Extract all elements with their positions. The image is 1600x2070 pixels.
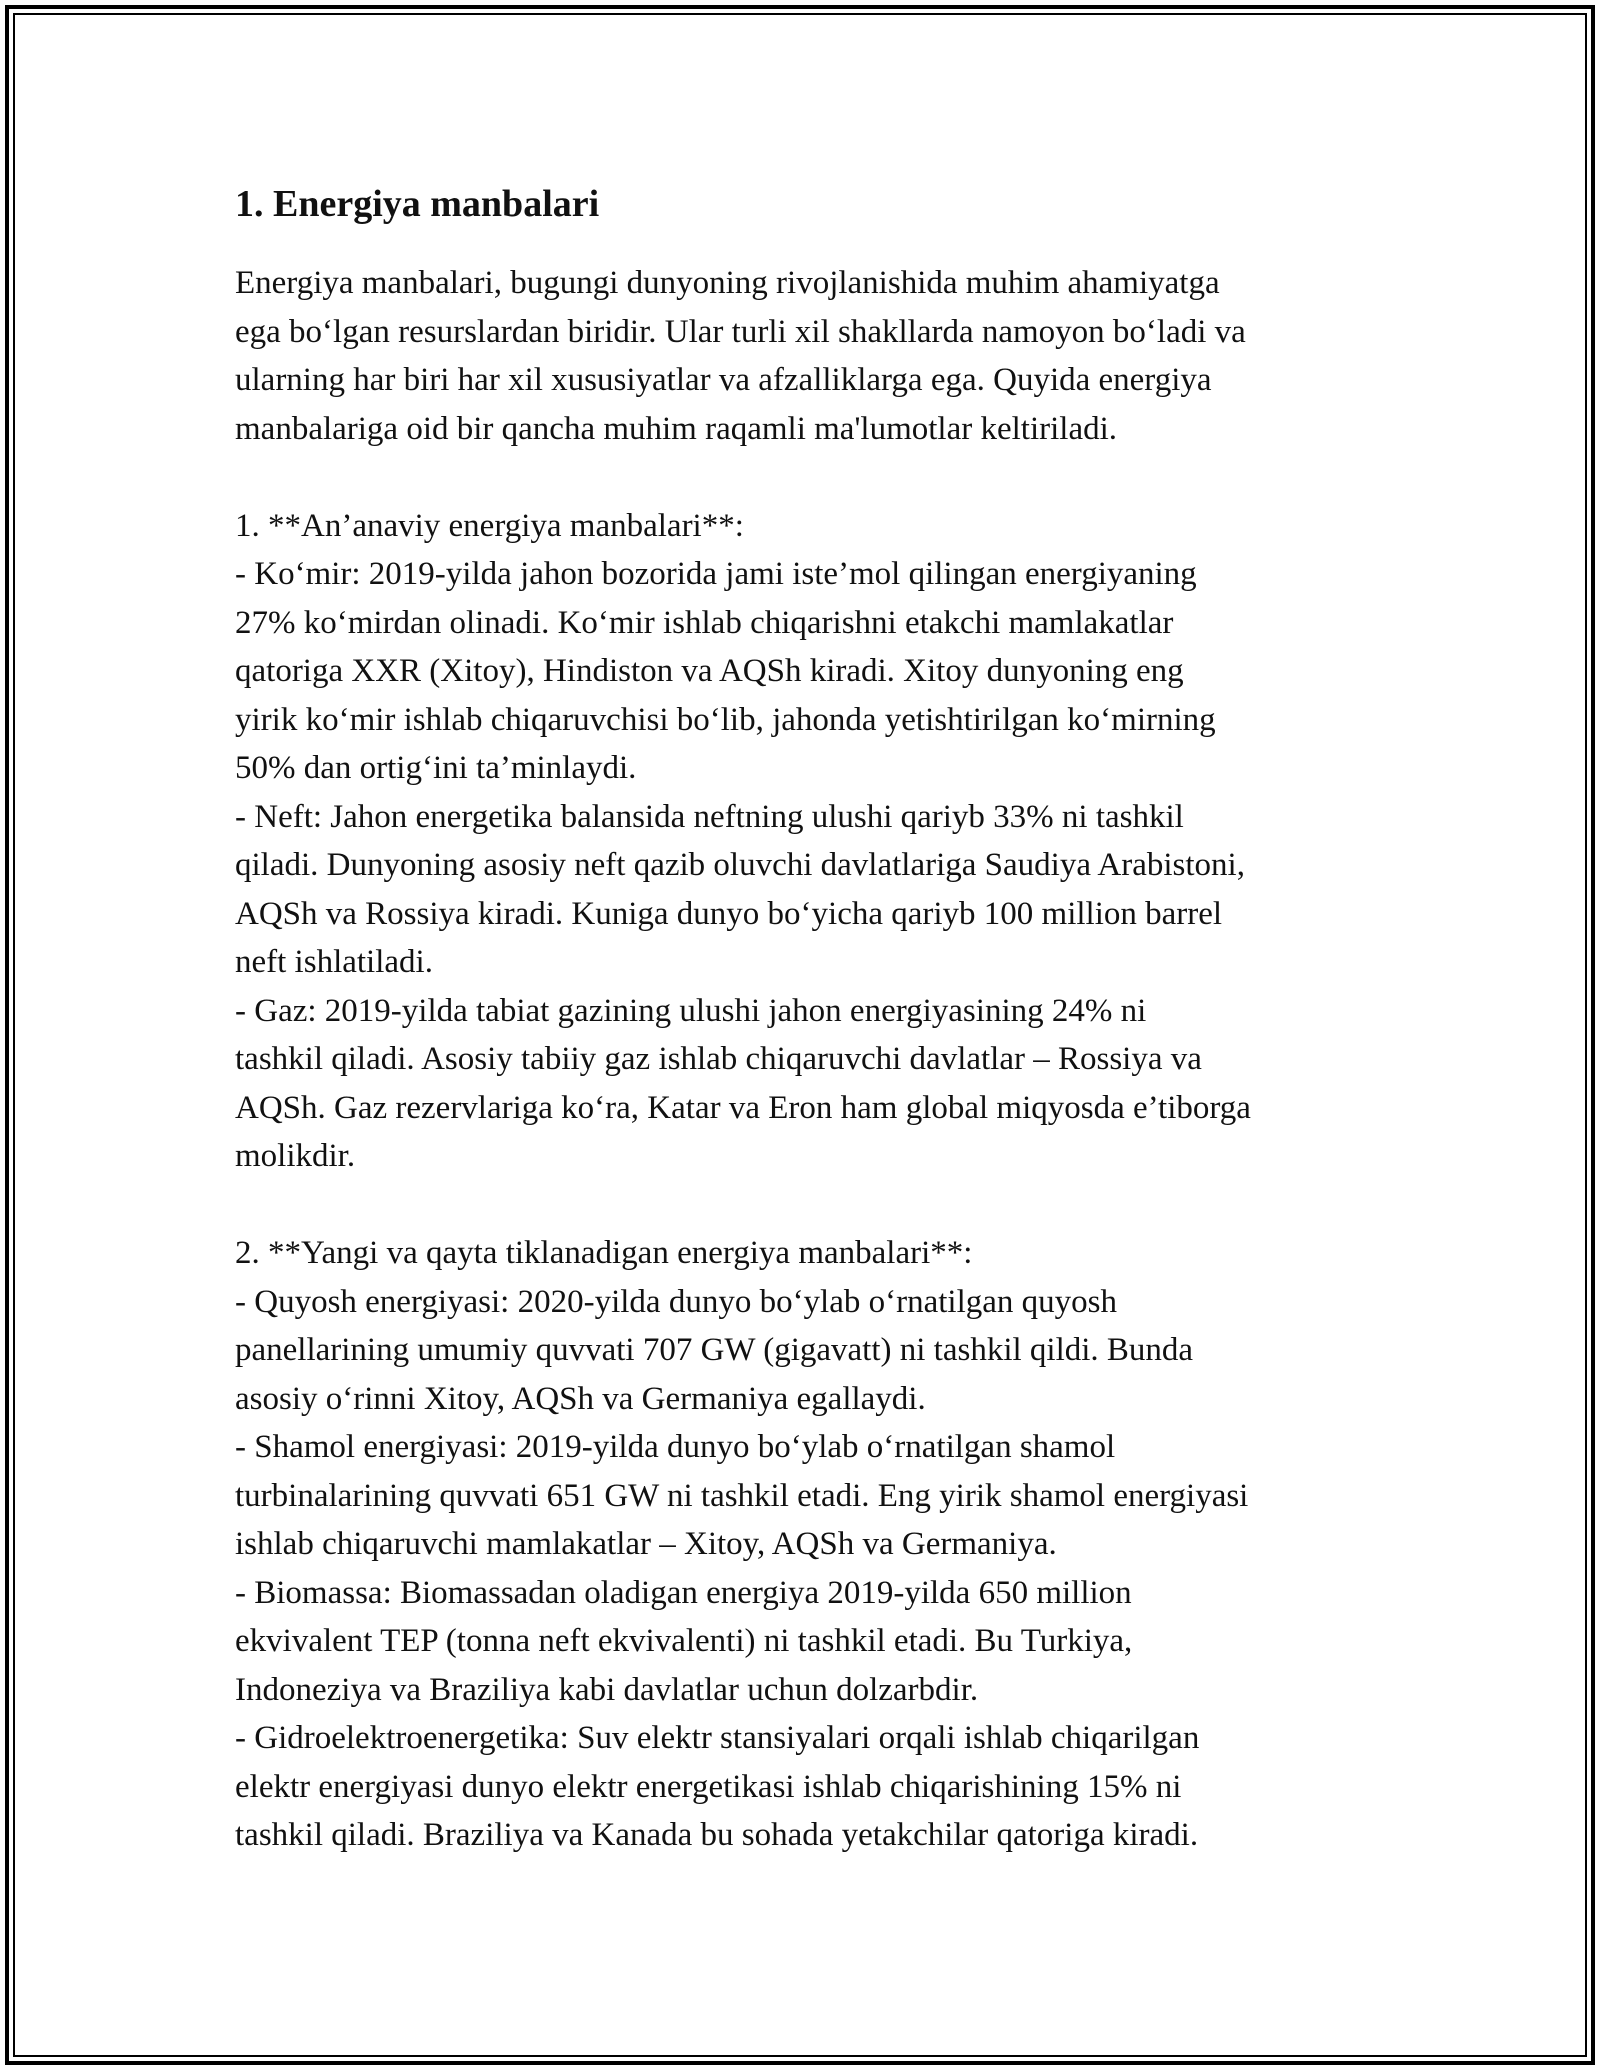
section-body-text: Energiya manbalari, bugungi dunyoning rivojlanishida muhim ahamiyatga ega bo‘lgan resurslardan biridir. Ular turli xil shakllarda namoyon bo‘ladi va ularning har biri har xil xususiyatlar va afzalliklarga ega. Quyida energiya manbalariga oid bir qancha muhim raqamli ma'lumotlar keltiriladi. 1. **An’anaviy energiya manbalari**: - Ko‘mir: 2019-yilda jahon bozorida jami iste’mol qilingan energiyaning 27% ko‘mirdan olinadi. Ko‘mir ishlab chiqarishni etakchi mamlakatlar qatoriga XXR (Xitoy), Hindiston va AQSh kiradi. Xitoy dunyoning eng yirik ko‘mir ishlab chiqaruvchisi bo‘lib, jahonda yetishtirilgan ko‘mirning 50% dan ortig‘ini ta’minlaydi. - Neft: Jahon energetika balansida neftning ulushi qariyb 33% ni tashkil qiladi. Dunyoning asosiy neft qazib oluvchi davlatlariga Saudiya Arabistoni, AQSh va Rossiya kiradi. Kuniga dunyo bo‘yicha qariyb 100 million barrel neft ishlatiladi. - Gaz: 2019-yilda tabiat gazining ulushi jahon energiyasining 24% ni tashkil qiladi. Asosiy tabiiy gaz ishlab chiqaruvchi davlatlar – Rossiya va AQSh. Gaz rezervlariga ko‘ra, Katar va Eron ham global miqyosda e’tiborga molikdir. 2. **Yangi va qayta tiklanadigan energiya manbalari**: - Quyosh energiyasi: 2020-yilda dunyo bo‘ylab o‘rnatilgan quyosh panellarining umumiy quvvati 707 GW (gigavatt) ni tashkil qildi. Bunda asosiy o‘rinni Xitoy, AQSh va Germaniya egallaydi. - Shamol energiyasi: 2019-yilda dunyo bo‘ylab o‘rnatilgan shamol turbinalarining quvvati 651 GW ni tashkil etadi. Eng yirik shamol energiyasi ishlab chiqaruvchi mamlakatlar – Xitoy, AQSh va Germaniya. - Biomassa: Biomassadan oladigan energiya 2019-yilda 650 million ekvivalent TEP (tonna neft ekvivalenti) ni tashkil etadi. Bu Turkiya, Indoneziya va Braziliya kabi davlatlar uchun dolzarbdir. - Gidroelektroenergetika: Suv elektr stansiyalari orqali ishlab chiqarilgan elektr energiyasi dunyo elektr energetikasi ishlab chiqarishining 15% ni tashkil qiladi. Braziliya va Kanada bu sohada yetakchilar qatoriga kiradi. xyxy=(235,265,1251,1854)
section-heading: 1. Energiya manbalari xyxy=(235,183,600,225)
document-content xyxy=(235,180,1395,1860)
